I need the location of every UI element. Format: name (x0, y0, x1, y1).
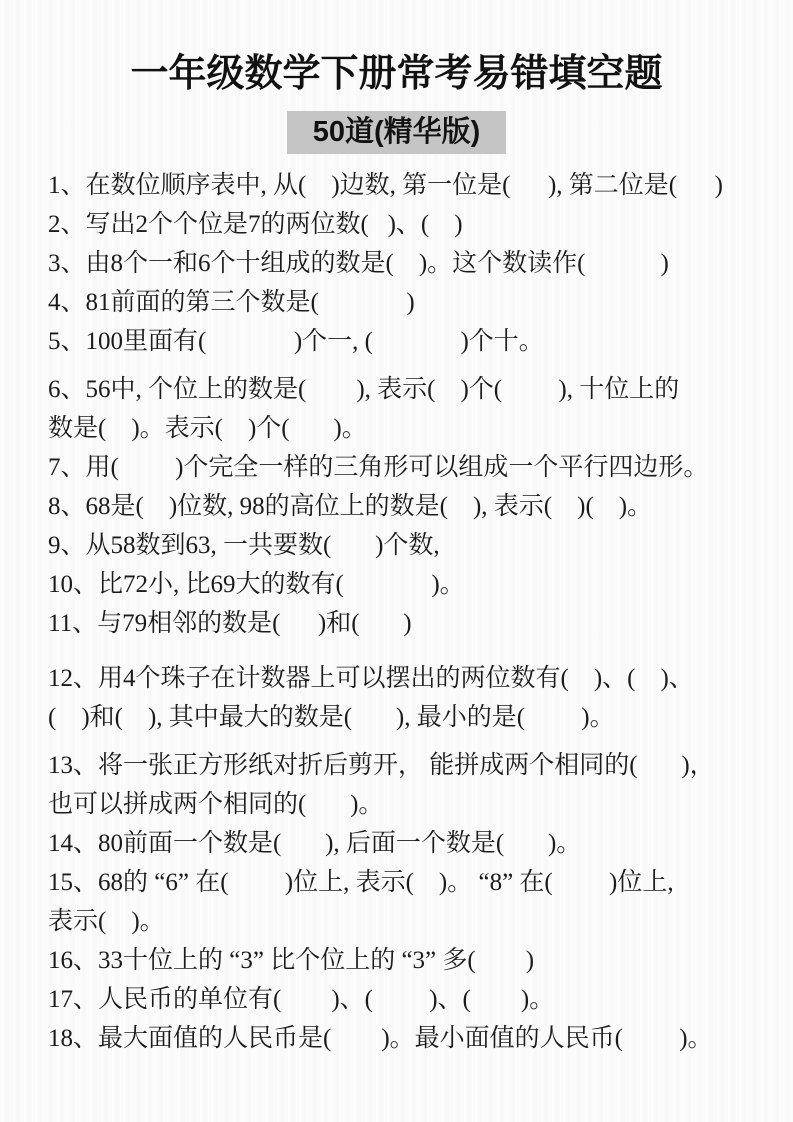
question-14-line: 14、80前面一个数是( ), 后面一个数是( )。 (48, 830, 582, 857)
question-1-line: 1、在数位顺序表中, 从( )边数, 第一位是( ), 第二位是( ) (48, 172, 723, 199)
question-list (0, 166, 793, 1058)
question-7-line: 7、用( )个完全一样的三角形可以组成一个平行四边形。 (48, 454, 709, 481)
question-13-line-1: 13、将一张正方形纸对折后剪开， 能拼成两个相同的( )， (48, 752, 715, 779)
question-5-line: 5、100里面有( )个一, ( )个十。 (48, 328, 544, 355)
subtitle-badge: 50道(精华版) (287, 111, 507, 154)
question-16-line: 16、33十位上的 “3” 比个位上的 “3” 多( ) (48, 947, 535, 974)
question-11-line: 11、与79相邻的数是( )和( ) (48, 610, 412, 637)
question-6-line-1: 6、56中, 个位上的数是( ), 表示( )个( ), 十位上的 (48, 376, 680, 403)
question-4-line: 4、81前面的第三个数是( ) (48, 289, 415, 316)
question-18-line: 18、最大面值的人民币是( )。最小面值的人民币( )。 (48, 1025, 713, 1052)
question-3-line: 3、由8个一和6个十组成的数是( )。这个数读作( ) (48, 250, 669, 277)
question-9-line: 9、从58数到63, 一共要数( )个数, (48, 532, 440, 559)
question-17-line: 17、人民币的单位有( )、( )、( )。 (48, 986, 555, 1013)
question-12-line-2: ( )和( ), 其中最大的数是( ), 最小的是( )。 (48, 704, 615, 731)
question-15-line-1: 15、68的 “6” 在( )位上, 表示( )。 “8” 在( )位上, (48, 869, 674, 896)
question-15-line-2: 表示( )。 (48, 908, 165, 935)
question-2-line: 2、写出2个个位是7的两位数( )、( ) (48, 211, 463, 238)
question-13-line-2: 也可以拼成两个相同的( )。 (48, 791, 384, 818)
worksheet-title: 一年级数学下册常考易错填空题 (130, 53, 663, 95)
question-6-line-2: 数是( )。表示( )个( )。 (48, 415, 367, 442)
question-8-line: 8、68是( )位数, 98的高位上的数是( ), 表示( )( )。 (48, 493, 653, 520)
subtitle-row (0, 111, 793, 154)
question-10-line: 10、比72小, 比69大的数有( )。 (48, 571, 465, 598)
question-12-line-1: 12、用4个珠子在计数器上可以摆出的两位数有( )、( )、 (48, 665, 694, 692)
